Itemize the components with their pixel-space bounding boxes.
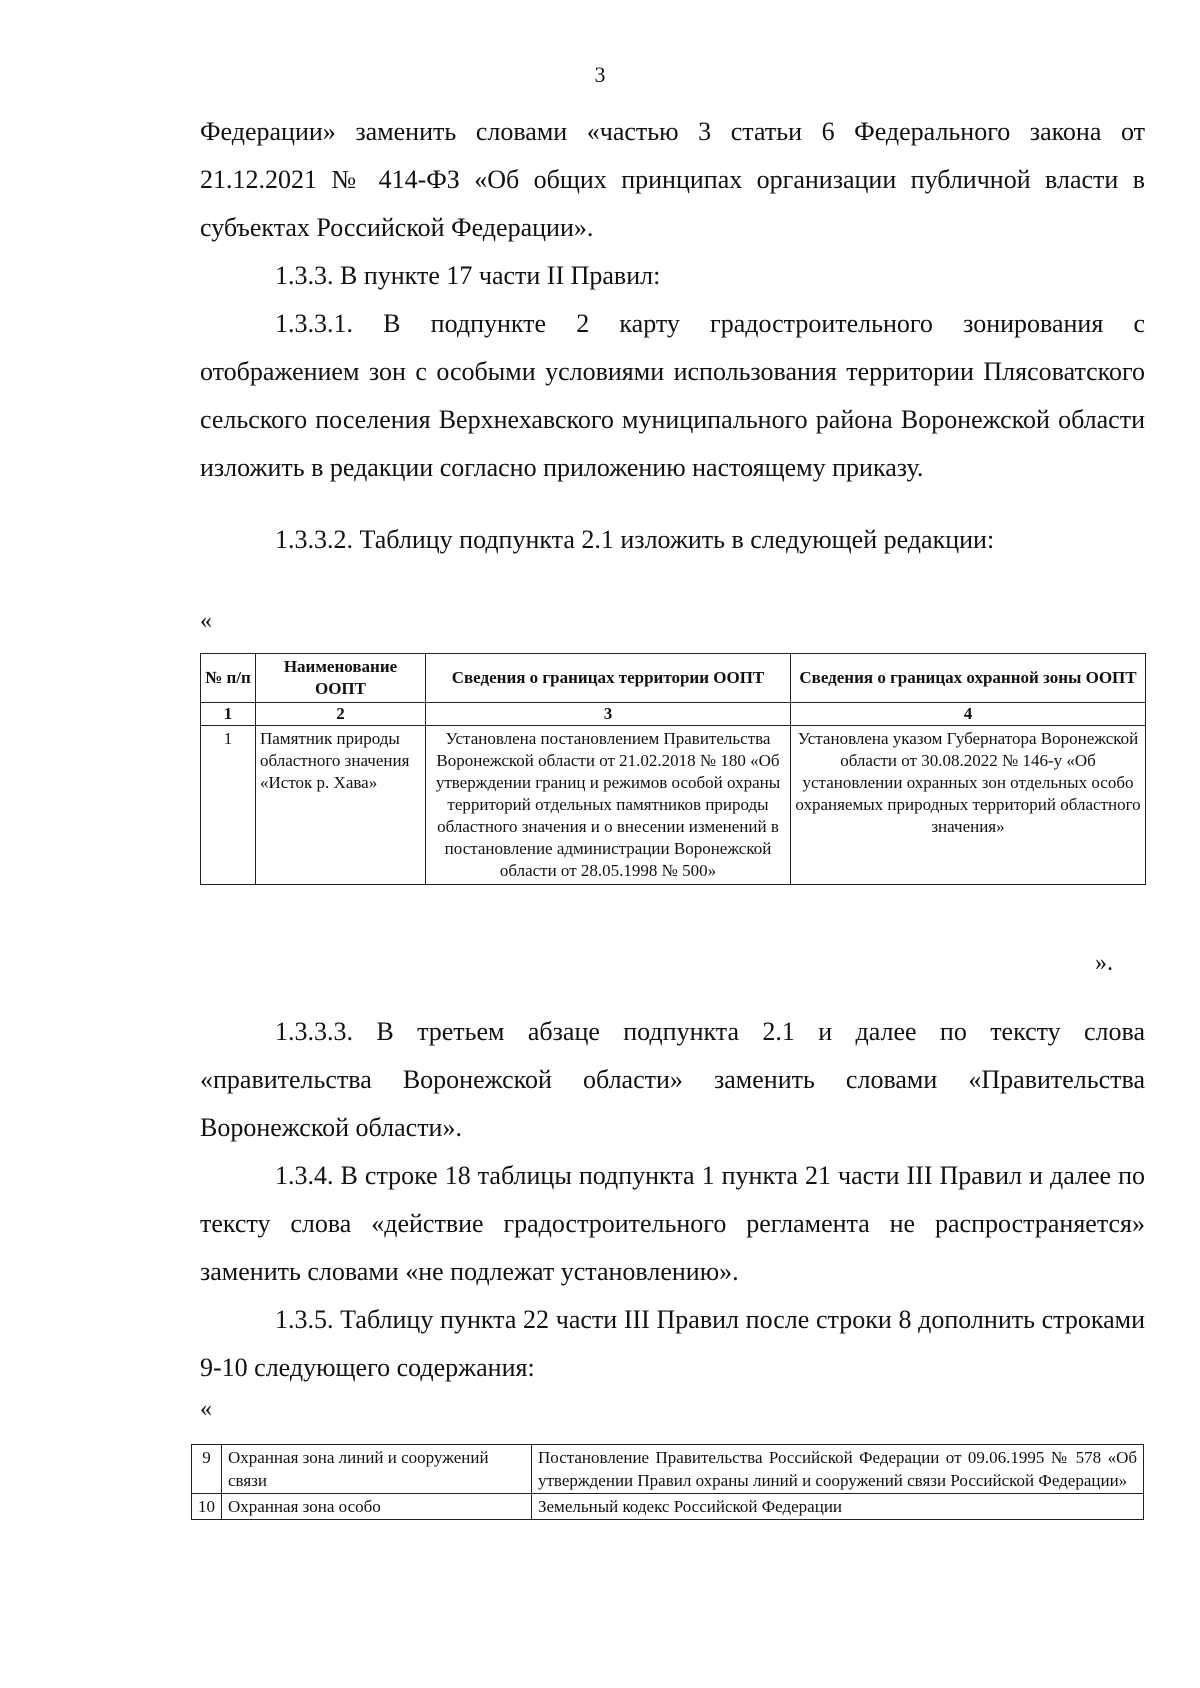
table-row [201,726,1146,885]
column-number: 4 [791,703,1146,726]
column-number-row [201,703,1146,726]
paragraph-1-3-4: 1.3.4. В строке 18 таблицы подпункта 1 пункта 21 части III Правил и далее по тексту слова «действие градостроительного регламента не распространяется» заменить словами «не подлежат установлению». [200,1161,1145,1286]
row-basis: Постановление Правительства Российской Федерации от 09.06.1995 № 578 «Об утверждении Правил охраны линий и сооружений связи Российской Федерации» [532,1445,1144,1494]
paragraph-1-3-3-1: 1.3.3.1. В подпункте 2 карту градостроительного зонирования с отображением зон с особыми условиями использования территории Плясоватского сельского поселения Верхнехавского муниципального района Воронежской области изложить в редакции согласно приложению настоящему приказу. [200,309,1145,482]
quote-open-1: « [200,608,212,634]
paragraph-continuation: Федерации» заменить словами «частью 3 статьи 6 Федерального закона от 21.12.2021 № 414-ФЗ «Об общих принципах организации публичной власти в субъектах Российской Федерации». [200,117,1145,242]
quote-open-2: « [200,1396,212,1422]
row-num: 1 [201,726,256,885]
row-territory: Установлена постановлением Правительства Воронежской области от 21.02.2018 № 180 «Об утверждении границ и режимов особой охраны территорий отдельных памятников природы областного значения и о внесении изменений в постановление администрации Воронежской области от 28.05.1998 № 500» [426,726,791,885]
paragraph-1-3-3-3: 1.3.3.3. В третьем абзаце подпункта 2.1 и далее по тексту слова «правительства Воронежской области» заменить словами «Правительства Воронежской области». [200,1017,1145,1142]
oopt-table [200,653,1146,885]
quote-close-1: ». [1095,950,1113,976]
table-header-row [201,654,1146,703]
header-territory: Сведения о границах территории ООПТ [426,654,791,703]
header-zone: Сведения о границах охранной зоны ООПТ [791,654,1146,703]
paragraph-1-3-5: 1.3.5. Таблицу пункта 22 части III Правил после строки 8 дополнить строками 9-10 следующего содержания: [200,1305,1145,1382]
table-row [192,1494,1144,1520]
page-number: 3 [594,62,606,87]
row-zone: Установлена указом Губернатора Воронежской области от 30.08.2022 № 146-у «Об установлении охранных зон отдельных особо охраняемых природных территорий областного значения» [791,726,1146,885]
column-number: 1 [201,703,256,726]
column-number: 2 [256,703,426,726]
header-num: № п/п [201,654,256,703]
paragraph-1-3-3: 1.3.3. В пункте 17 части II Правил: [275,261,661,290]
paragraph-1-3-3-2: 1.3.3.2. Таблицу подпункта 2.1 изложить в следующей редакции: [275,525,995,554]
row-name: Охранная зона особо [222,1494,532,1520]
zones-table [191,1444,1144,1520]
row-name: Памятник природы областного значения «Исток р. Хава» [256,726,426,885]
header-name: Наименование ООПТ [256,654,426,703]
table-row [192,1445,1144,1494]
row-num: 9 [192,1445,222,1494]
column-number: 3 [426,703,791,726]
row-basis: Земельный кодекс Российской Федерации [532,1494,1144,1520]
row-name: Охранная зона линий и сооружений связи [222,1445,532,1494]
row-num: 10 [192,1494,222,1520]
